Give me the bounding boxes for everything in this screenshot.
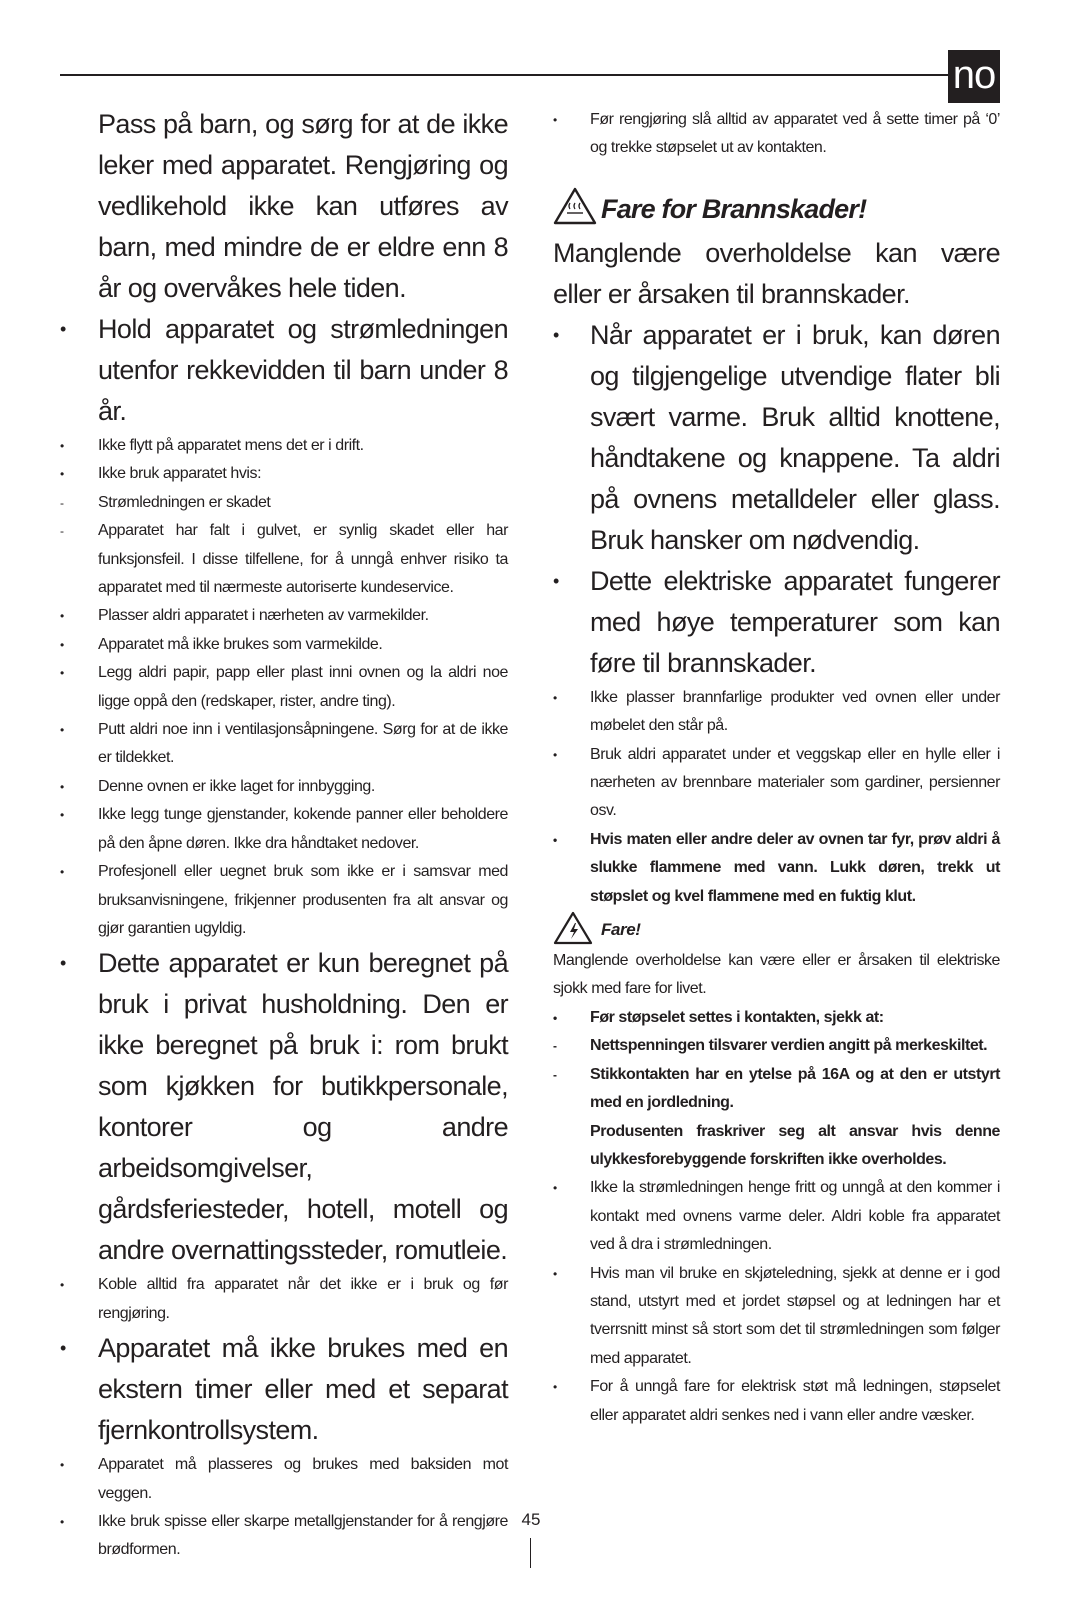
list-item (60, 432, 508, 460)
electric-warning-title: Fare! (601, 920, 641, 940)
list-item-text: Før støpselet settes i kontakten, sjekk at: (590, 1008, 884, 1026)
list-item-text: Stikkontakten har en ytelse på 16A og at den er utstyrt med en jordledning. (590, 1065, 1000, 1112)
left-column (60, 104, 508, 1565)
bullet-icon: • (553, 690, 557, 705)
list-item-text: Bruk aldri apparatet under et veggskap eller en hylle eller i nærheten av brennbare materialer som gardiner, persienner osv. (590, 745, 1000, 820)
list-item (60, 517, 508, 602)
electric-warning-heading (553, 913, 1000, 947)
bullet-icon: • (60, 666, 64, 681)
list-item-text: Ikke bruk apparatet hvis: (98, 465, 262, 483)
list-item-text: Denne ovnen er ikke laget for innbygging. (98, 777, 375, 795)
bullet-icon: • (553, 1181, 557, 1196)
list-item (60, 1508, 508, 1565)
list-item-text: Legg aldri papir, papp eller plast inni ovnen og la aldri noe ligge oppå den (redskaper, rister, andre ting). (98, 664, 508, 710)
bullet-icon: • (60, 865, 64, 880)
list-item (60, 631, 508, 659)
list-item-text: Før rengjøring slå alltid av apparatet ved å sette timer på ‘0’ og trekke støpselet ut av kontakten. (590, 111, 1000, 157)
list-item-text: Strømledningen er skadet (98, 493, 271, 511)
list-item (553, 684, 1000, 741)
list-item (60, 1451, 508, 1508)
list-item (553, 741, 1000, 826)
list-item-bold (553, 1118, 1000, 1175)
bullet-icon: • (60, 1514, 64, 1529)
bullet-icon: • (60, 467, 64, 482)
bullet-icon: • (553, 1010, 557, 1025)
list-item-bold (553, 1061, 1000, 1118)
dash-icon: - (553, 1039, 557, 1054)
burn-warning-heading (553, 187, 1000, 233)
language-badge: no (948, 50, 1000, 103)
list-item (553, 106, 1000, 163)
bullet-icon: • (60, 779, 64, 794)
list-item (553, 1174, 1000, 1259)
list-item-text: Apparatet må ikke brukes med en ekstern timer eller med et separat fjernkontrollsystem. (98, 1333, 508, 1446)
list-item-text: Hvis man vil bruke en skjøteledning, sjekk at denne er i god stand, utstyrt med et jordet støpsel og at ledningen har et tverrsnitt minst så stort som det til strømledningen som følger med apparatet. (590, 1264, 1000, 1367)
list-item-text: Ikke flytt på apparatet mens det er i drift. (98, 437, 364, 454)
burn-warning-title: Fare for Brannskader! (601, 194, 867, 225)
list-item-bold (553, 1032, 1000, 1060)
list-item-text: Hvis maten eller andre deler av ovnen tar fyr, prøv aldri å slukke flammene med vann. Lukk døren, trekk ut støpslet og kvel flammene med en fuktig klut. (590, 830, 1000, 905)
electric-warning-description: Manglende overholdelse kan være eller er årsaken til elektriske sjokk med fare for livet. (553, 952, 1000, 998)
bullet-icon: • (60, 609, 64, 624)
list-item-text: Profesjonell eller uegnet bruk som ikke er i samsvar med bruksanvisningene, frikjenner produsenten fra alt ansvar og gjør garantien ugyldig. (98, 863, 508, 937)
list-item (60, 716, 508, 773)
bullet-icon: • (60, 953, 66, 974)
list-item (553, 1260, 1000, 1374)
list-item-text: Apparatet har falt i gulvet, er synlig skadet eller har funksjonsfeil. I disse tilfellene, for å unngå enhver risiko ta apparatet med til nærmeste autoriserte kundeservice. (98, 522, 508, 597)
dash-icon: - (60, 524, 64, 539)
header-rule (60, 74, 950, 76)
bullet-icon: • (60, 637, 64, 652)
list-item (60, 943, 508, 1271)
list-item-text: Produsenten fraskriver seg alt ansvar hvis denne ulykkesforebyggende forskriften ikke overholdes. (590, 1122, 1000, 1168)
list-item (553, 1373, 1000, 1430)
list-item-text: Ikke bruk spisse eller skarpe metallgjenstander for å rengjøre brødformen. (98, 1512, 508, 1559)
bullet-icon: • (553, 324, 559, 345)
bullet-icon: • (60, 439, 64, 453)
bullet-icon: • (60, 1458, 64, 1473)
list-item-text: For å unngå fare for elektrisk støt må ledningen, støpselet eller apparatet aldri senkes ned i vann eller andre væsker. (590, 1378, 1000, 1424)
bullet-icon: • (553, 832, 557, 847)
list-item-text: Plasser aldri apparatet i nærheten av varmekilder. (98, 607, 429, 625)
hot-surface-warning-icon (553, 187, 597, 232)
list-item (60, 104, 508, 309)
bullet-icon: • (60, 319, 66, 339)
bullet-icon: • (60, 723, 64, 738)
bullet-icon: • (553, 113, 557, 127)
list-item (60, 602, 508, 630)
list-item-text: Pass på barn, og sørg for at de ikke leker med apparatet. Rengjøring og vedlikehold ikke kan utføres av barn, med mindre de er eldre enn 8 år og overvåkes hele tiden. (98, 109, 508, 303)
list-item-text: Når apparatet er i bruk, kan døren og tilgjengelige utvendige flater bli svært varme. Bruk alltid knottene, håndtakene og knappene. Ta aldri på ovnens metalldeler eller glass. Bruk hansker om nødvendig. (590, 319, 1000, 555)
list-item-text: Apparatet må ikke brukes som varmekilde. (98, 635, 383, 653)
list-item-text: Ikke la strømledningen henge fritt og unngå at den kommer i kontakt med ovnens varme deler. Aldri koble fra apparatet ved å dra i strømledningen. (590, 1179, 1000, 1254)
list-item (60, 489, 508, 517)
bullet-icon: • (553, 747, 557, 762)
list-item (60, 801, 508, 858)
list-item-text: Ikke plasser brannfarlige produkter ved ovnen eller under møbelet den står på. (590, 688, 1000, 735)
burn-warning-description: Manglende overholdelse kan være eller er årsaken til brannskader. (553, 237, 1000, 309)
bullet-icon: • (553, 1266, 557, 1281)
list-item-text: Koble alltid fra apparatet når det ikke er i bruk og før rengjøring. (98, 1276, 508, 1322)
list-item-bold (553, 826, 1000, 911)
electric-shock-warning-icon (553, 911, 597, 950)
page-number: 45 (521, 1510, 541, 1529)
list-item-bold (553, 1004, 1000, 1032)
list-item (60, 773, 508, 801)
list-item-text: Apparatet må plasseres og brukes med baksiden mot veggen. (98, 1456, 508, 1502)
list-item (553, 315, 1000, 561)
footer-rule (530, 1538, 531, 1568)
list-item-text: Putt aldri noe inn i ventilasjonsåpningene. Sørg for at de ikke er tildekket. (98, 721, 508, 767)
list-item-text: Ikke legg tunge gjenstander, kokende panner eller beholdere på den åpne døren. Ikke dra håndtaket nedover. (98, 806, 508, 852)
dash-icon: - (60, 495, 64, 510)
bullet-icon: • (60, 1338, 66, 1359)
right-column (553, 106, 1000, 1430)
bullet-icon: • (60, 1278, 64, 1293)
list-item (60, 1328, 508, 1451)
list-item-text: Dette elektriske apparatet fungerer med høye temperaturer som kan føre til brannskader. (590, 565, 1000, 678)
list-item (60, 659, 508, 716)
bullet-icon: • (553, 1380, 557, 1395)
list-item (60, 309, 508, 432)
list-item-text: Dette apparatet er kun beregnet på bruk i privat husholdning. Den er ikke beregnet på bruk i: rom brukt som kjøkken for butikkpersonale, kontorer og andre arbeidsomgivelser, gårdsferiesteder, hotell, motell og andre overnattingssteder, romutleie. (98, 948, 508, 1266)
list-item (60, 858, 508, 943)
list-item (553, 561, 1000, 684)
list-item-text: Hold apparatet og strømledningen utenfor rekkevidden til barn under 8 år. (98, 314, 508, 426)
list-item (60, 460, 508, 488)
bullet-icon: • (60, 808, 64, 823)
list-item (60, 1271, 508, 1328)
list-item-text: Nettspenningen tilsvarer verdien angitt på merkeskiltet. (590, 1037, 988, 1055)
bullet-icon: • (553, 570, 559, 591)
dash-icon: - (553, 1067, 557, 1082)
